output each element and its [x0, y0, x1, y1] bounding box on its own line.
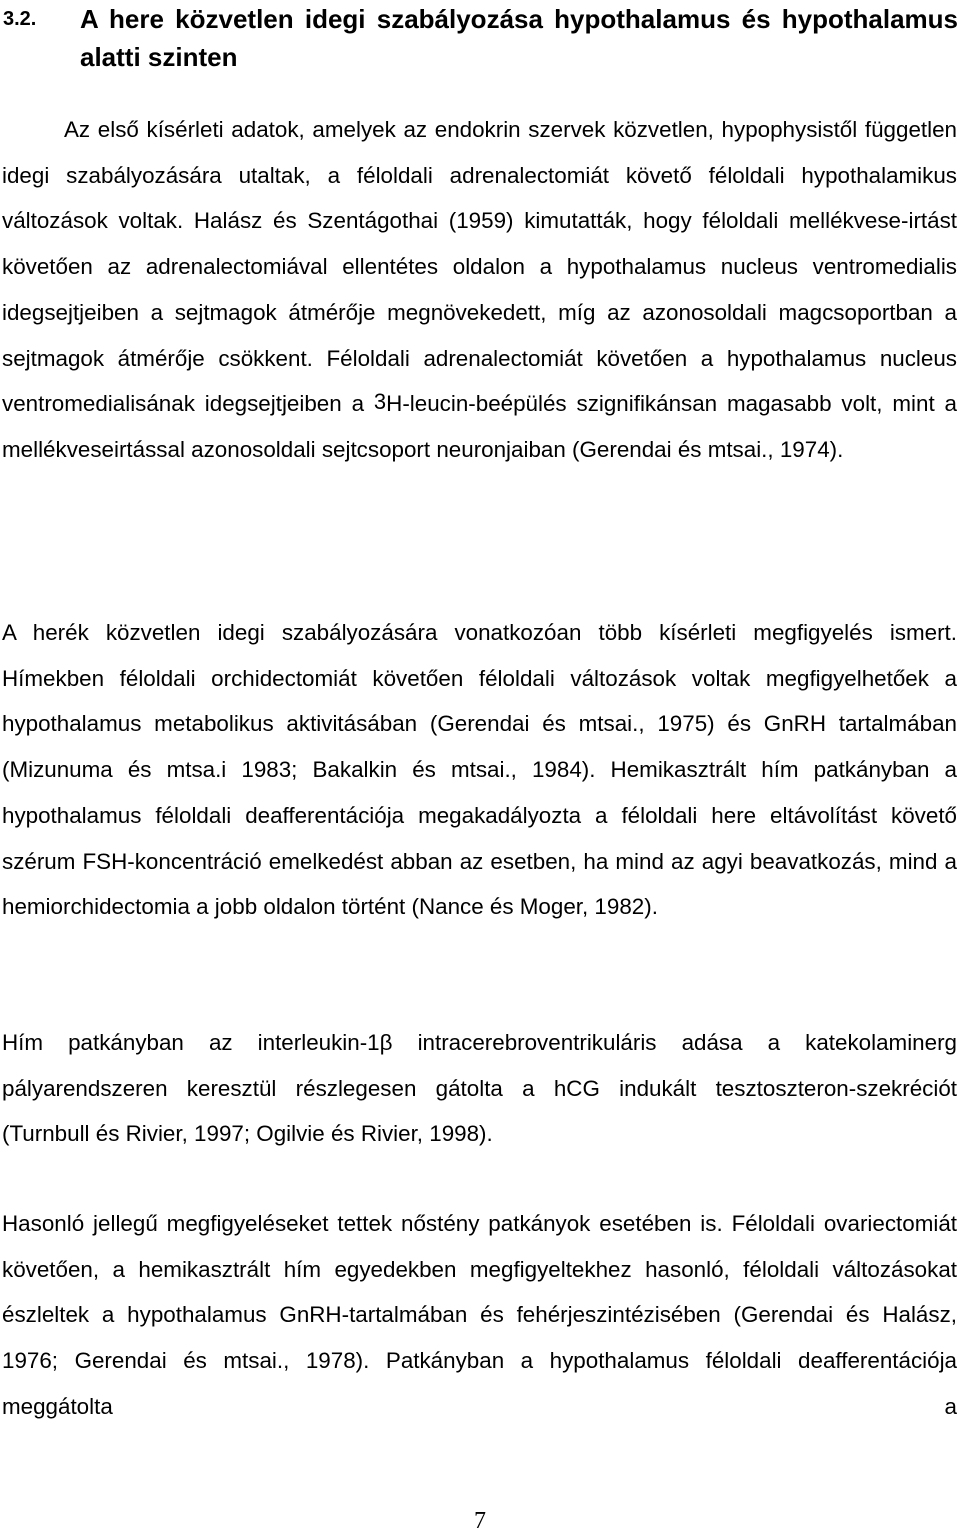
paragraph-2: A herék közvetlen idegi szabályozására vonatkozóan több kísérleti megfigyelés ismert. Hímekben féloldali orchidectomiát követően féloldali változások voltak megfigyelhetőek a hypothalamus metabolikus aktivitásában (Gerendai és mtsai., 1975) és GnRH tartalmában (Mizunuma és mtsa.i 1983; Bakalkin és mtsai., 1984). Hemikasztrált hím patkányban a hypothalamus féloldali deafferentációja megakadályozta a féloldali here eltávolítást követő szérum FSH-koncentráció emelkedést abban az esetben, ha mind az agyi beavatkozás, mind a hemiorchidectomia a jobb oldalon történt (Nance és Moger, 1982).: [2, 620, 957, 920]
section-heading: [0, 0, 960, 76]
paragraph-1: [2, 107, 957, 473]
section-number: 3.2.: [3, 8, 37, 30]
isotope-superscript: 3: [373, 389, 387, 415]
paragraph-3: Hím patkányban az interleukin-1β intracerebroventrikuláris adása a katekolaminerg pályarendszeren keresztül részlegesen gátolta a hCG indukált tesztoszteron-szekréciót (Turnbull és Rivier, 1997; Ogilvie és Rivier, 1998).: [2, 1030, 957, 1147]
paragraph-1-text-start: Az első kísérleti adatok, amelyek az endokrin szervek közvetlen, hypophysistől független idegi szabályozására utaltak, a féloldali adrenalectomiát követő féloldali hypothalamikus változások voltak. Halász és Szentágothai (1959) kimutatták, hogy féloldali mellékvese-irtást követően az adrenalectomiával ellentétes oldalon a hypothalamus nucleus ventromedialis idegsejtjeiben a sejtmagok átmérője megnövekedett, míg az azonosoldali magcsoportban a sejtmagok átmérője csökkent. Féloldali adrenalectomiát követően a hypothalamus nucleus ventromedialisának idegsejtjeiben a: [2, 117, 957, 417]
paragraph-4: Hasonló jellegű megfigyeléseket tettek nőstény patkányok esetében is. Féloldali ovariectomiát követően, a hemikasztrált hím egyedekben megfigyeltekhez hasonló, féloldali változásokat észleltek a hypothalamus GnRH-tartalmában és fehérjeszintézisében (Gerendai és Halász, 1976; Gerendai és mtsai., 1978). Patkányban a hypothalamus féloldali deafferentációja meggátolta a: [2, 1211, 957, 1419]
section-title: A here közvetlen idegi szabályozása hypothalamus és hypothalamus alatti szinten: [80, 4, 958, 72]
page-number: 7: [474, 1508, 486, 1534]
paragraph-1-text-end: H-leucin-beépülés szignifikánsan magasabb volt, mint a mellékveseirtással azonosoldali sejtcsoport neuronjaiban (Gerendai és mtsai., 1974).: [2, 391, 957, 462]
